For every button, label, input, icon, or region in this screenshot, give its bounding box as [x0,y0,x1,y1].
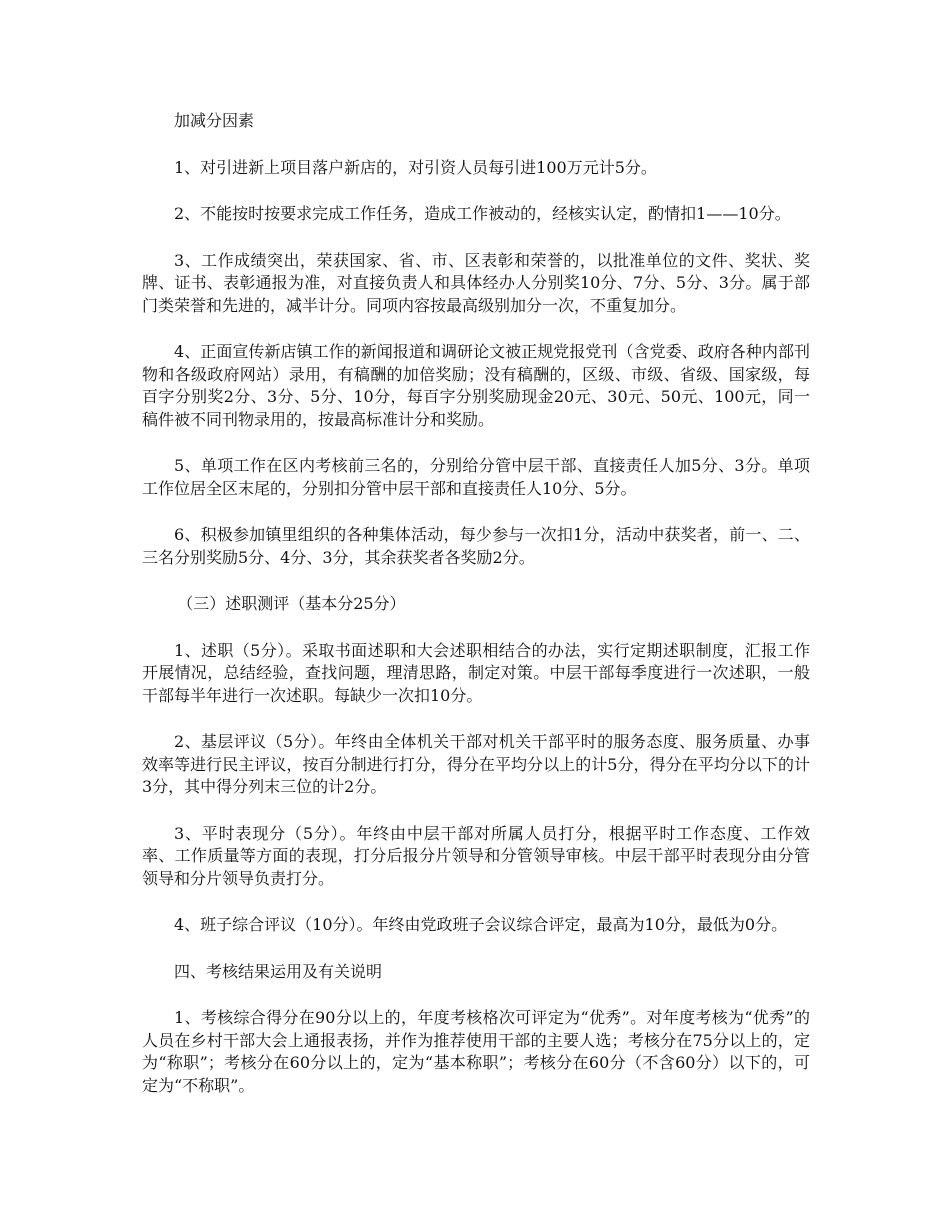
paragraph: 6、积极参加镇里组织的各种集体活动，每少参与一次扣1分，活动中获奖者，前一、二、三名分别奖励5分、4分、3分，其余获奖者各奖励2分。 [142,525,810,567]
paragraph: 3、平时表现分（5分）。年终由中层干部对所属人员打分，根据平时工作态度、工作效率、工作质量等方面的表现，打分后报分片领导和分管领导审核。中层干部平时表现分由分管领导和分片领导负责打分。 [142,823,810,888]
document-body [142,110,810,1097]
paragraph: 2、不能按时按要求完成工作任务，造成工作被动的，经核实认定，酌情扣1——10分。 [174,204,791,223]
paragraph: 4、正面宣传新店镇工作的新闻报道和调研论文被正规党报党刊（含党委、政府各种内部刊物和各级政府网站）录用，有稿酬的加倍奖励；没有稿酬的，区级、市级、省级、国家级，每百字分别奖2分、3分、5分、10分，每百字分别奖励现金20元、30元、50元、100元，同一稿件被不同刊物录用的，按最高标准计分和奖励。 [142,342,810,429]
paragraph: 2、基层评议（5分）。年终由全体机关干部对机关干部平时的服务态度、服务质量、办事效率等进行民主评议，按百分制进行打分，得分在平均分以上的计5分，得分在平均分以下的计3分，其中得分列末三位的计2分。 [142,732,810,796]
paragraph: 1、述职（5分）。采取书面述职和大会述职相结合的办法，实行定期述职制度，汇报工作开展情况，总结经验，查找问题，理清思路，制定对策。中层干部每季度进行一次述职，一般干部每半年进行一次述职。每缺少一次扣10分。 [142,640,810,705]
paragraph: 3、工作成绩突出，荣获国家、省、市、区表彰和荣誉的，以批准单位的文件、奖状、奖牌、证书、表彰通报为准，对直接负责人和具体经办人分别奖10分、7分、5分、3分。属于部门类荣誉和先进的，减半计分。同项内容按最高级别加分一次，不重复加分。 [142,250,810,315]
section-heading-results: 四、考核结果运用及有关说明 [174,961,383,981]
paragraph: 5、单项工作在区内考核前三名的，分别给分管中层干部、直接责任人加5分、3分。单项工作位居全区末尾的，分别扣分管中层干部和直接责任人10分、5分。 [142,456,810,498]
paragraph: 1、考核综合得分在90分以上的，年度考核格次可评定为“优秀”。对年度考核为“优秀”的人员在乡村干部大会上通报表扬，并作为推荐使用干部的主要人选；考核分在75分以上的，定为“称职”；考核分在60分以上的，定为“基本称职”；考核分在60分（不含60分）以下的，可定为“不称职”。 [142,1008,810,1095]
section-heading-bonus-deduction: 加减分因素 [174,111,255,130]
paragraph: 1、对引进新上项目落户新店的，对引资人员每引进100万元计5分。 [174,157,657,177]
paragraph: 4、班子综合评议（10分）。年终由党政班子会议综合评定，最高为10分，最低为0分。 [174,915,788,934]
section-heading-report-evaluation: （三）述职测评（基本分25分） [177,594,406,613]
